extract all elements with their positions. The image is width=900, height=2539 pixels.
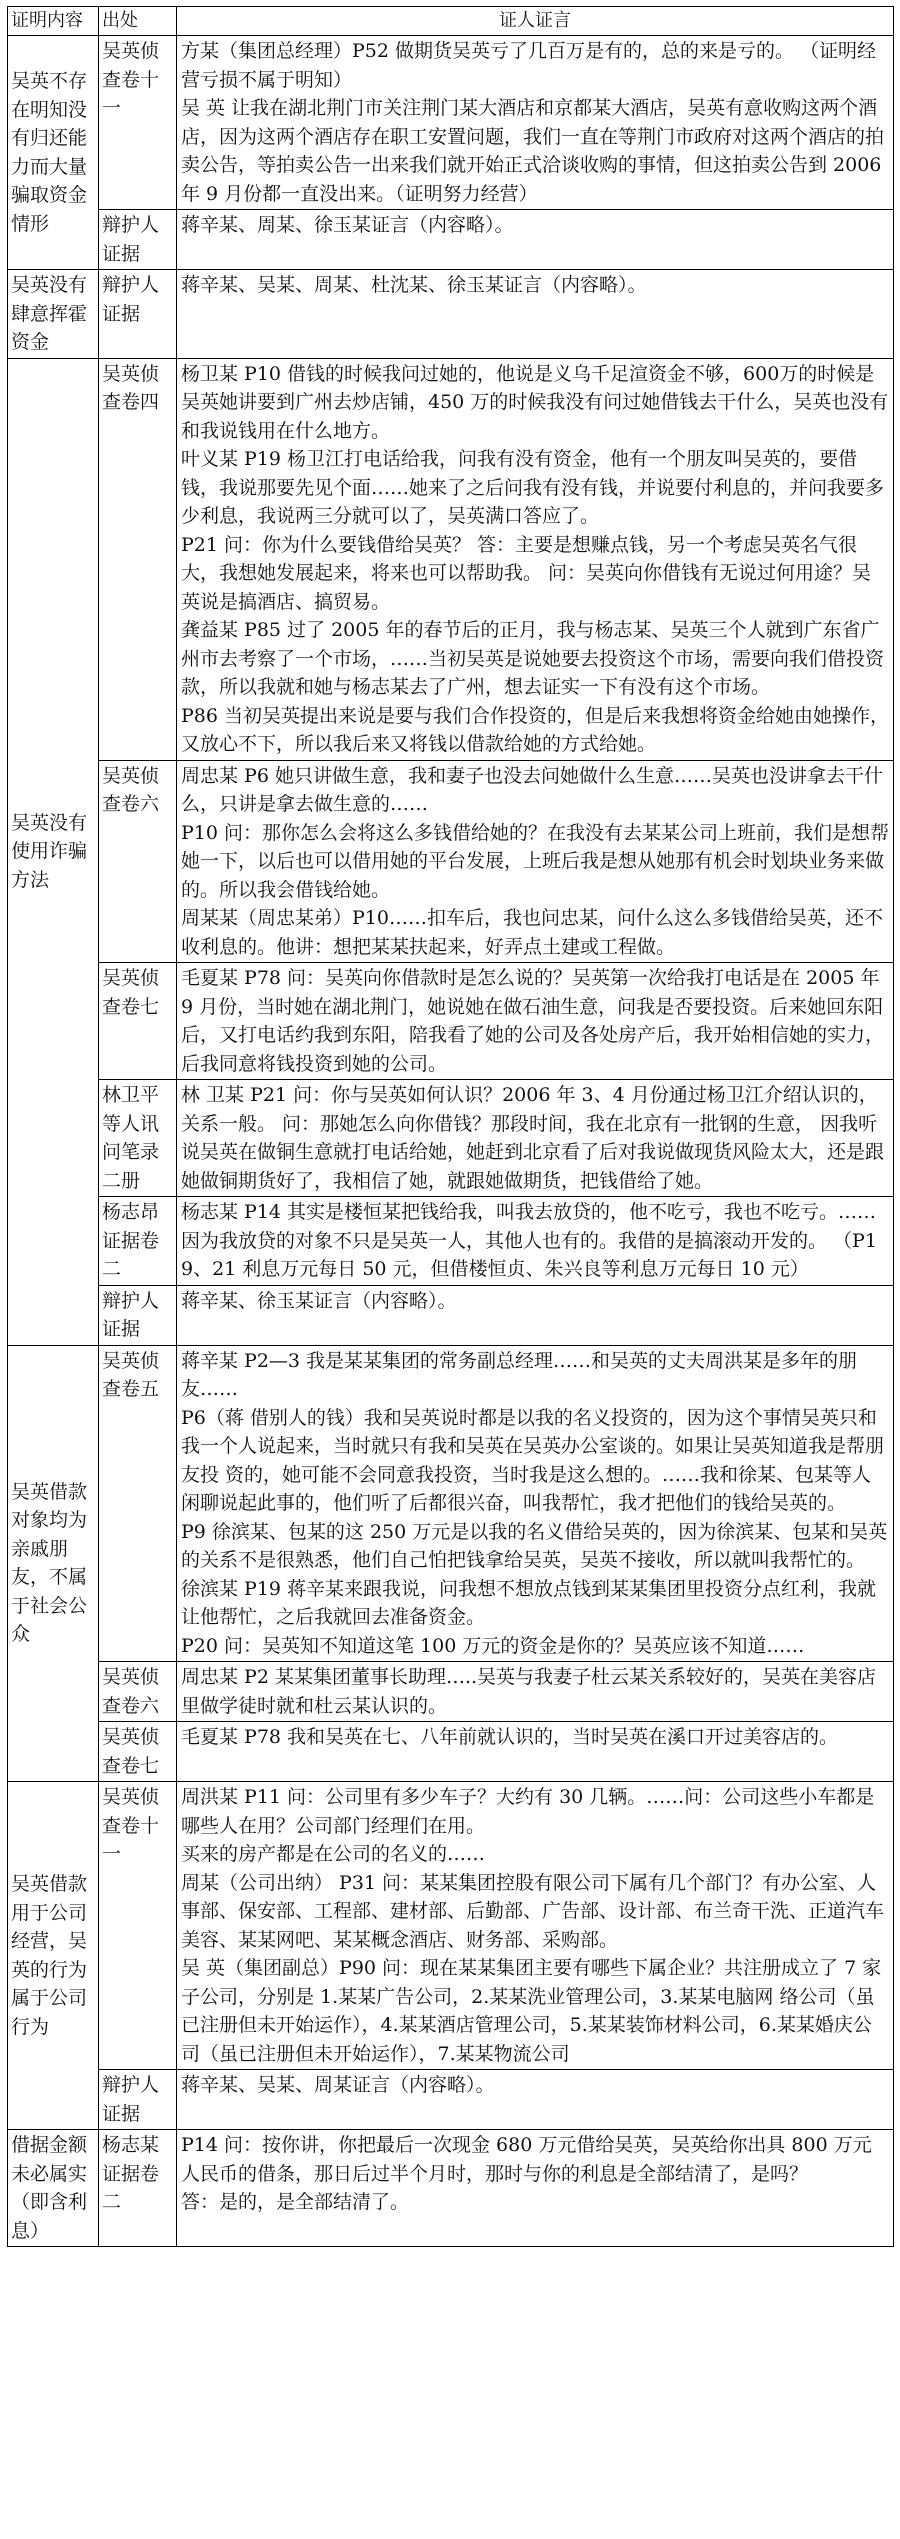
testimony-paragraph: P21 问：你为什么要钱借给吴英？ 答：主要是想赚点钱，另一个考虑吴英名气很大，我想她发展起来，将来也可以帮助我。 问：吴英向你借钱有无说过何用途？吴英说是搞酒店、搞贸易。 bbox=[181, 533, 872, 613]
testimony-paragraph: 吴 英（集团副总）P90 问：现在某某集团主要有哪些下属企业？共注册成立了 7 家子公司，分别是 1.某某广告公司，2.某某洗业管理公司，3.某某电脑网 络公司（虽已注册但未开始运作），4.某某酒店管理公司，5.某某装饰材料公司，6.某某婚庆公司（虽已注册但未开始运作），7.某某物流公司 bbox=[181, 1957, 882, 2065]
testimony-paragraph: 杨志某 P14 其实是楼恒某把钱给我，叫我去放贷的，他不吃亏，我也不吃亏。……因为我放贷的对象不只是吴英一人，其他人也有的。我借的是搞滚动开发的。 （P19、21 利息万元每日 50 元，但借楼恒贞、朱兴良等利息万元每日 10 元） bbox=[181, 1201, 877, 1280]
testimony-paragraph: P9 徐滨某、包某的这 250 万元是以我的名义借给吴英的，因为徐滨某、包某和吴英的关系不是很熟悉，他们自己怕把钱拿给吴英，吴英不接收，所以就叫我帮忙的。 bbox=[181, 1520, 888, 1571]
source-cell: 林卫平等人讯问笔录二册 bbox=[99, 1080, 177, 1197]
testimony-paragraph: 周某某（周忠某弟）P10……扣车后，我也问忠某，问什么这么多钱借给吴英，还不收利息的。他讲：想把某某扶起来，好弄点土建或工程做。 bbox=[181, 907, 883, 958]
testimony-paragraph: 蒋辛某 P2—3 我是某某集团的常务副总经理……和吴英的丈夫周洪某是多年的朋友…… bbox=[181, 1349, 858, 1400]
table-row bbox=[8, 2130, 894, 2247]
table-row bbox=[8, 760, 894, 963]
testimony-cell bbox=[177, 1345, 894, 1662]
table-row bbox=[8, 36, 894, 210]
proof-content-cell: 吴英没有使用诈骗方法 bbox=[8, 358, 99, 1345]
testimony-paragraph: 蒋辛某、周某、徐玉某证言（内容略）。 bbox=[181, 214, 514, 236]
testimony-cell bbox=[177, 210, 894, 270]
source-cell: 吴英侦查卷六 bbox=[99, 760, 177, 963]
testimony-paragraph: P86 当初吴英提出来说是要与我们合作投资的，但是后来我想将资金给她由她操作，又放心不下，所以我后来又将钱以借款给她的方式给她。 bbox=[181, 704, 890, 755]
table-row bbox=[8, 1080, 894, 1197]
testimony-cell bbox=[177, 963, 894, 1080]
source-cell: 辩护人证据 bbox=[99, 2070, 177, 2130]
testimony-paragraph: P10 问：那你怎么会将这么多钱借给她的？在我没有去某某公司上班前，我们是想帮她一下，以后也可以借用她的平台发展，上班后我是想从她那有机会时划块业务来做的。所以我会借钱给她。 bbox=[181, 821, 890, 901]
testimony-paragraph: 答：是的，是全部结清了。 bbox=[181, 2191, 410, 2213]
testimony-paragraph: 周忠某 P6 她只讲做生意，我和妻子也没去问她做什么生意……吴英也没讲拿去干什么，只讲是拿去做生意的…… bbox=[181, 764, 883, 815]
testimony-paragraph: 蒋辛某、吴某、周某证言（内容略）。 bbox=[181, 2074, 495, 2096]
testimony-paragraph: 方某（集团总经理）P52 做期货吴英亏了几百万是有的，总的来是亏的。 （证明经营亏损不属于明知） bbox=[181, 40, 877, 91]
testimony-cell bbox=[177, 760, 894, 963]
table-row bbox=[8, 963, 894, 1080]
testimony-paragraph: P6（蒋 借别人的钱）我和吴英说时都是以我的名义投资的，因为这个事情吴英只和我一个人说起来，当时就只有我和吴英在吴英办公室谈的。如果让吴英知道我是帮朋友投 资的，她可能不会同意我投资，当时我是这么想的。……我和徐某、包某等人闲聊说起此事的，他们听了后都很兴奋，叫我帮忙，我才把他们的钱给吴英的。 bbox=[181, 1406, 885, 1514]
testimony-cell bbox=[177, 36, 894, 210]
testimony-paragraph: 毛夏某 P78 问：吴英向你借款时是怎么说的？吴英第一次给我打电话是在 2005 年 9 月份，当时她在湖北荆门，她说她在做石油生意，问我是否要投资。后来她回东阳后，又打电话约我到东阳，陪我看了她的公司及各处房产后，我开始相信她的实力，后我同意将钱投资到她的公司。 bbox=[181, 967, 885, 1075]
header-testimony: 证人证言 bbox=[177, 7, 894, 36]
testimony-paragraph: 蒋辛某、徐玉某证言（内容略）。 bbox=[181, 1289, 457, 1312]
testimony-paragraph: 毛夏某 P78 我和吴英在七、八年前就认识的，当时吴英在溪口开过美容店的。 bbox=[181, 1726, 839, 1748]
source-cell: 吴英侦查卷七 bbox=[99, 963, 177, 1080]
source-cell: 辩护人证据 bbox=[99, 270, 177, 359]
testimony-cell bbox=[177, 2070, 894, 2130]
testimony-paragraph: 周忠某 P2 某某集团董事长助理…..吴英与我妻子杜云某关系较好的，吴英在美容店里做学徒时就和杜云某认识的。 bbox=[181, 1666, 877, 1717]
source-cell: 辩护人证据 bbox=[99, 1285, 177, 1345]
source-cell: 吴英侦查卷七 bbox=[99, 1722, 177, 1782]
testimony-paragraph: 林 卫某 P21 问：你与吴英如何认识？2006 年 3、4 月份通过杨卫江介绍认识的，关系一般。 问：那她怎么向你借钱？那段时间，我在北京有一批钢的生意， 因我听说吴英在做铜生意就打电话给她，她赶到北京看了后对我说做现货风险太大，还是跟她做铜期货好了，我相信了她，就跟她做期货，把钱借给了她。 bbox=[181, 1084, 885, 1192]
source-cell: 杨志某证据卷二 bbox=[99, 2130, 177, 2247]
table-row bbox=[8, 270, 894, 359]
source-cell: 辩护人证据 bbox=[99, 210, 177, 270]
source-cell: 吴英侦查卷五 bbox=[99, 1345, 177, 1662]
testimony-paragraph: 杨卫某 P10 借钱的时候我问过她的，他说是义乌千足渲资金不够，600万的时候是吴英她讲要到广州去炒店铺，450 万的时候我没有问过她借钱去干什么，吴英也没有和我说钱用在什么地方。 bbox=[181, 362, 889, 442]
table-row bbox=[8, 1782, 894, 2070]
source-cell: 吴英侦查卷四 bbox=[99, 358, 177, 760]
source-cell: 杨志昂证据卷二 bbox=[99, 1197, 177, 1286]
testimony-table bbox=[7, 6, 894, 2247]
header-proof-content: 证明内容 bbox=[8, 7, 99, 36]
source-cell: 吴英侦查卷十一 bbox=[99, 1782, 177, 2070]
source-cell: 吴英侦查卷六 bbox=[99, 1662, 177, 1722]
testimony-paragraph: 叶义某 P19 杨卫江打电话给我，问我有没有资金，他有一个朋友叫吴英的，要借钱，我说那要先见个面……她来了之后问我有没有钱，并说要付利息的，并问我要多少利息，我说两三分就可以了，吴英满口答应了。 bbox=[181, 448, 885, 527]
table-row bbox=[8, 1722, 894, 1782]
testimony-cell bbox=[177, 2130, 894, 2247]
testimony-cell bbox=[177, 1662, 894, 1722]
table-row bbox=[8, 1345, 894, 1662]
proof-content-cell: 借据金额未必属实（即含利息） bbox=[8, 2130, 99, 2247]
testimony-cell bbox=[177, 1722, 894, 1782]
table-row bbox=[8, 2070, 894, 2130]
proof-content-cell: 吴英借款用于公司经营，吴英的行为属于公司行为 bbox=[8, 1782, 99, 2130]
testimony-cell bbox=[177, 1782, 894, 2070]
table-row bbox=[8, 1285, 894, 1345]
header-source: 出处 bbox=[99, 7, 177, 36]
table-row bbox=[8, 210, 894, 270]
testimony-paragraph: 龚益某 P85 过了 2005 年的春节后的正月，我与杨志某、吴英三个人就到广东省广州市去考察了一个市场，……当初吴英是说她要去投资这个市场，需要向我们借投资款，所以我就和她与杨志某去了广州，想去证实一下有没有这个市场。 bbox=[181, 619, 885, 698]
table-row bbox=[8, 358, 894, 760]
proof-content-cell: 吴英借款对象均为亲戚朋友，不属于社会公众 bbox=[8, 1345, 99, 1782]
testimony-paragraph: 吴 英 让我在湖北荆门市关注荆门某大酒店和京都某大酒店，吴英有意收购这两个酒店，因为这两个酒店存在职工安置问题，我们一直在等荆门市政府对这两个酒店的拍 卖公告，等拍卖公告一出来我们就开始正式洽谈收购的事情，但这拍卖公告到 2006 年 9 月份都一直没出来。（证明努力经营） bbox=[181, 97, 885, 205]
testimony-paragraph: 买来的房产都是在公司的名义的…… bbox=[181, 1843, 486, 1865]
testimony-paragraph: 周洪某 P11 问：公司里有多少车子？大约有 30 几辆。……问：公司这些小车都是哪些人在用？公司部门经理们在用。 bbox=[181, 1786, 875, 1837]
testimony-paragraph: 徐滨某 P19 蒋辛某来跟我说，问我想不想放点钱到某某集团里投资分点红利，我就让他帮忙，之后我就回去准备资金。 bbox=[181, 1577, 877, 1628]
proof-content-cell: 吴英没有肆意挥霍资金 bbox=[8, 270, 99, 359]
table-body bbox=[8, 36, 894, 2247]
table-row bbox=[8, 1197, 894, 1286]
testimony-cell bbox=[177, 1285, 894, 1345]
testimony-paragraph: 蒋辛某、吴某、周某、杜沈某、徐玉某证言（内容略）。 bbox=[181, 274, 647, 296]
testimony-cell bbox=[177, 1080, 894, 1197]
testimony-paragraph: P14 问：按你讲，你把最后一次现金 680 万元借给吴英，吴英给你出具 800 万元人民币的借条，那日后过半个月时，那时与你的利息是全部结清了，是吗？ bbox=[181, 2134, 872, 2185]
table-row bbox=[8, 1662, 894, 1722]
testimony-cell bbox=[177, 1197, 894, 1286]
proof-content-cell: 吴英不存在明知没有归还能力而大量骗取资金情形 bbox=[8, 36, 99, 270]
testimony-cell bbox=[177, 270, 894, 359]
testimony-paragraph: 周某（公司出纳） P31 问：某某集团控股有限公司下属有几个部门？有办公室、人事部、保安部、工程部、建材部、后勤部、广告部、设计部、布兰奇干洗、正道汽车美容、某某网吧、某某概念酒店、财务部、采购部。 bbox=[181, 1871, 885, 1951]
testimony-paragraph: P20 问：吴英知不知道这笔 100 万元的资金是你的？吴英应该不知道…… bbox=[181, 1634, 805, 1657]
table-header-row bbox=[8, 7, 894, 36]
source-cell: 吴英侦查卷十一 bbox=[99, 36, 177, 210]
testimony-cell bbox=[177, 358, 894, 760]
